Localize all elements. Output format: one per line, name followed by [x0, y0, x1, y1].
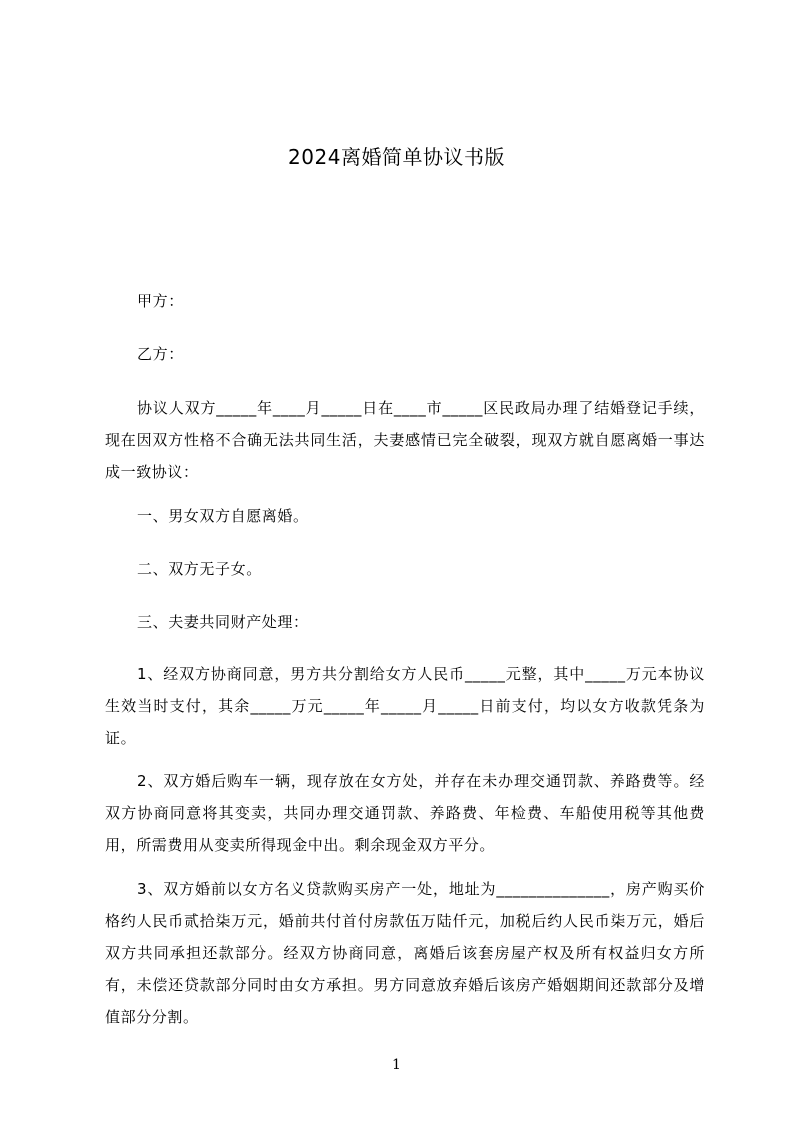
- document-title: 2024离婚简单协议书版: [288, 145, 505, 169]
- clause-two-paragraph: 二、双方无子女。: [137, 560, 262, 578]
- agreement-intro-paragraph: 协议人双方_____年____月_____日在____市_____区民政局办理了结婚登记手续，现在因双方性格不合确无法共同生活，夫妻感情已完全破裂，现双方就自愿离婚一事达成一致协议：: [105, 399, 705, 481]
- page-number: 1: [392, 1057, 401, 1073]
- property-item-3-paragraph: 3、双方婚前以女方名义贷款购买房产一处，地址为______________，房产购买价格约人民币贰拾柒万元，婚前共付首付房款伍万陆仟元，加税后约人民币柒万元，婚后双方共同承担还款部分。经双方协商同意，离婚后该套房屋产权及所有权益归女方所有，未偿还贷款部分同时由女方承担。男方同意放弃婚后该房产婚姻期间还款部分及增值部分分割。: [105, 880, 705, 1026]
- property-item-2-paragraph: 2、双方婚后购车一辆，现存放在女方处，并存在未办理交通罚款、养路费等。经双方协商同意将其变卖，共同办理交通罚款、养路费、年检费、车船使用税等其他费用，所需费用从变卖所得现金中出。剩余现金双方平分。: [105, 772, 705, 854]
- clause-one-paragraph: 一、男女双方自愿离婚。: [137, 507, 309, 525]
- clause-three-heading: 三、夫妻共同财产处理：: [137, 613, 309, 631]
- party-a-line: 甲方：: [137, 292, 184, 310]
- party-b-line: 乙方：: [137, 345, 184, 363]
- property-item-1-paragraph: 1、经双方协商同意，男方共分割给女方人民币_____元整，其中_____万元本协议生效当时支付，其余_____万元_____年_____月_____日前支付，均以女方收款凭条为证。: [105, 665, 705, 747]
